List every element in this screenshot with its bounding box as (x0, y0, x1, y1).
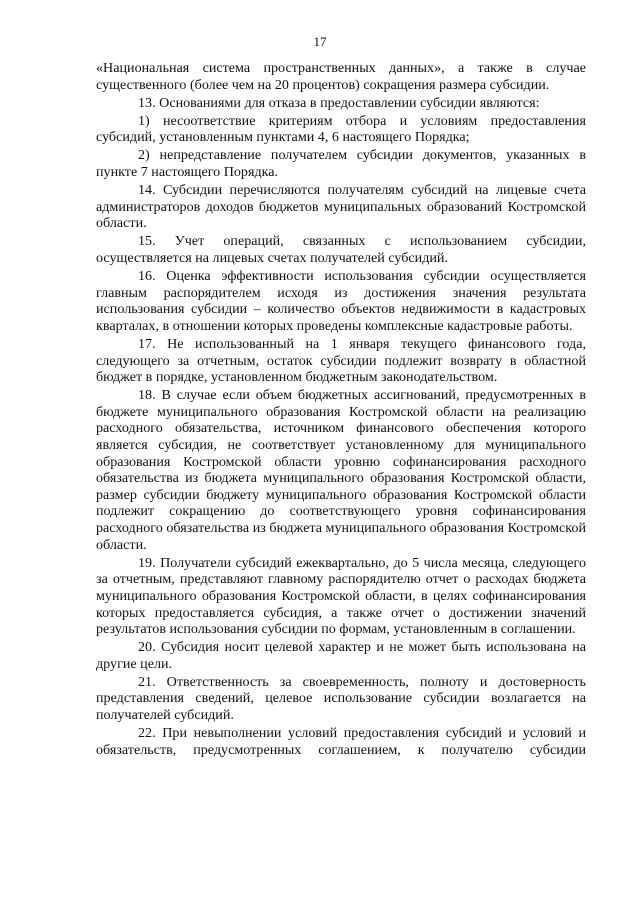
paragraph-20: 20. Субсидия носит целевой характер и не может быть использована на другие цели. (96, 639, 586, 672)
paragraph-13-item-1: 1) несоответствие критериям отбора и условиям предоставления субсидий, установленным пунктами 4, 6 настоящего Порядка; (96, 112, 586, 146)
paragraph-22: 22. При невыполнении условий предоставления субсидий и условий и обязательств, предусмотренных соглашением, к получателю субсидии (96, 725, 586, 758)
paragraph-18: 18. В случае если объем бюджетных ассигнований, предусмотренных в бюджете муниципального образования Костромской области на реализацию расходного обязательства, источником финансового обеспечения которого является субсидия, не соответствует установленному для муниципального образования Костромской области уровню софинансирования расходного обязательства из бюджета муниципального образования Костромской области, размер субсидии бюджету муниципального образования Костромской области подлежит сокращению до соответствующего уровня софинансирования расходного обязательства из бюджета муниципального образования Костромской области. (96, 387, 586, 553)
paragraph-14: 14. Субсидии перечисляются получателям субсидий на лицевые счета администраторов доходов бюджетов муниципальных образований Костромской области. (96, 182, 586, 232)
paragraph-15: 15. Учет операций, связанных с использованием субсидии, осуществляется на лицевых счетах получателей субсидий. (96, 233, 586, 267)
paragraph-16: 16. Оценка эффективности использования субсидии осуществляется главным распорядителем исходя из достижения значения результата использования субсидии – количество объектов недвижимости в кадастровых кварталах, в отношении которых проведены комплексные кадастровые работы. (96, 268, 586, 334)
document-body (96, 60, 586, 758)
paragraph-13-item-2: 2) непредставление получателем субсидии документов, указанных в пункте 7 настоящего Порядка. (96, 147, 586, 181)
paragraph-continuation: «Национальная система пространственных данных», а также в случае существенного (более чем на 20 процентов) сокращения размера субсидии. (96, 60, 586, 93)
paragraph-19: 19. Получатели субсидий ежеквартально, до 5 числа месяца, следующего за отчетным, представляют главному распорядителю отчет о расходах бюджета муниципального образования Костромской области, в целях софинансирования которых предоставляется субсидия, а также отчет о достижении значений результатов использования субсидии по формам, установленным в соглашении. (96, 554, 586, 638)
page-number: 17 (313, 34, 327, 49)
paragraph-13: 13. Основаниями для отказа в предоставлении субсидии являются: (138, 94, 540, 111)
paragraph-21: 21. Ответственность за своевременность, полноту и достоверность представления сведений, целевое использование субсидии возлагается на получателей субсидий. (96, 673, 586, 724)
paragraph-17: 17. Не использованный на 1 января текущего финансового года, следующего за отчетным, остаток субсидии подлежит возврату в областной бюджет в порядке, установленном бюджетным законодательством. (96, 336, 586, 386)
